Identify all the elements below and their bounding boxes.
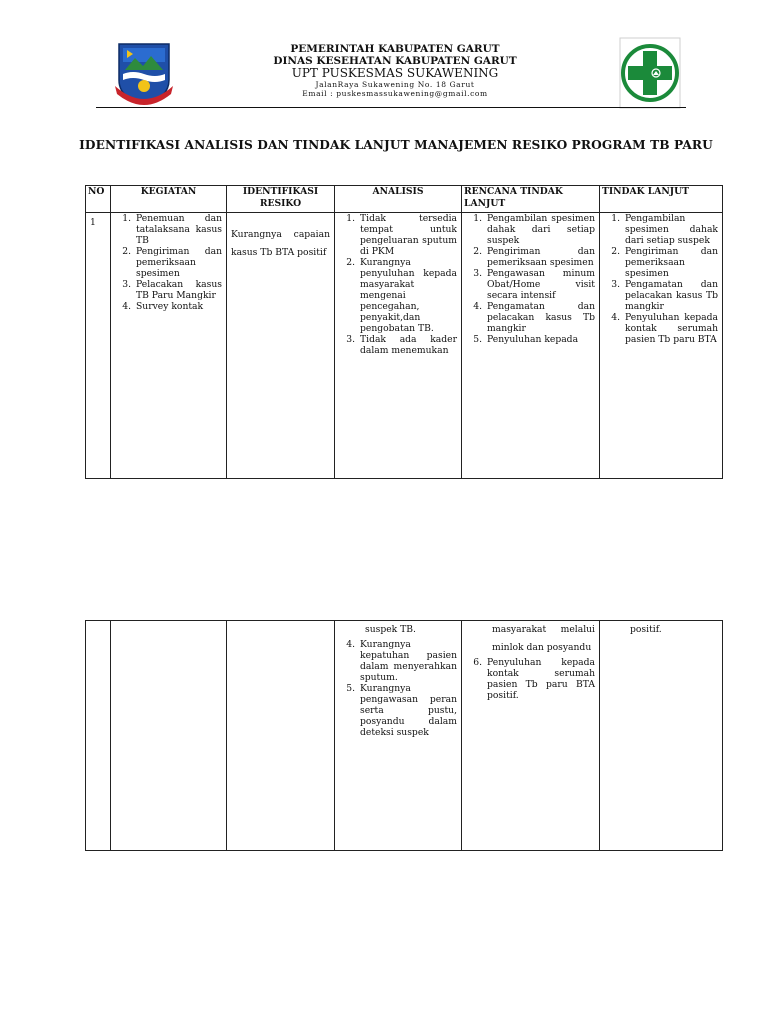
list-item-text: Pengambilan spesimen dahak dari setiap suspek [625,213,718,246]
list-item-text: Pengiriman dan pemeriksaan spesimen [136,246,222,279]
list-item-number: 4. [122,301,131,312]
list-item-number: 1. [346,213,355,224]
list-item-text: Pengawasan minum Obat/Home visit secara intensif [487,268,595,301]
table-header-row [86,186,723,213]
list-item [335,683,457,738]
letterhead-line-1: PEMERINTAH KABUPATEN GARUT [290,43,500,55]
table-row [86,213,723,479]
analisis-list-cont [335,639,461,738]
list-item-number: 3. [611,279,620,290]
list-item-text: Kurangnya penyuluhan kepada masyarakat mengenai pencegahan, penyakit,dan pengobatan TB. [360,257,457,334]
list-item [335,334,457,356]
list-item [111,279,222,301]
list-item-text: Penemuan dan tatalaksana kasus TB [136,213,222,246]
list-item-number: 4. [473,301,482,312]
list-item-text: Tidak ada kader dalam menemukan [360,334,457,356]
letterhead-email: Email : puskesmassukawening@gmail.com [302,88,488,98]
rencana-continuation: masyarakat melalui minlok dan posyandu [492,624,595,653]
list-item [600,312,718,345]
list-item-text: Pengamatan dan pelacakan kasus Tb mangkir [625,279,718,312]
list-item-text: Kurangnya kepatuhan pasien dalam menyerahkan sputum. [360,638,457,683]
list-item-text: Pengambilan spesimen dahak dari setiap suspek [487,213,595,246]
list-item-number: 2. [473,246,482,257]
tindak-lanjut-list [600,213,722,345]
list-item-text: Penyuluhan kepada kontak serumah pasien Tb paru BTA positif. [487,656,595,701]
list-item-number: 5. [473,334,482,345]
puskesmas-logo [619,37,681,109]
list-item-number: 3. [122,279,131,290]
list-item [335,639,457,683]
list-item-number: 4. [611,312,620,323]
letterhead-divider [96,107,686,108]
header-analisis: ANALISIS [335,186,462,213]
list-item [462,246,595,268]
list-item [335,257,457,334]
list-item-number: 1. [611,213,620,224]
list-item-number: 1. [122,213,131,224]
kegiatan-list [111,213,226,312]
list-item-text: Pengamatan dan pelacakan kasus Tb mangkir [487,301,595,334]
list-item [111,301,222,312]
list-item [462,301,595,334]
table-row [86,621,723,851]
list-item-text: Pengiriman dan pemeriksaan spesimen [625,246,718,279]
header-no: NO [86,186,111,213]
header-identifikasi: IDENTIFIKASI RESIKO [227,186,335,213]
analisis-list [335,213,461,356]
letterhead [200,43,590,98]
letterhead-line-2: DINAS KESEHATAN KABUPATEN GARUT [273,55,517,68]
tindak-lanjut-continuation: positif. [630,624,662,635]
list-item [600,213,718,246]
list-item [600,279,718,312]
rencana-list [462,213,599,345]
list-item-text: Kurangnya pengawasan peran serta pustu, posyandu dalam deteksi suspek [360,682,457,738]
list-item-number: 2. [611,246,620,257]
risk-table-part-1 [85,185,723,479]
list-item-number: 2. [346,257,355,268]
list-item [462,657,595,701]
list-item [600,246,718,279]
list-item-text: Pelacakan kasus TB Paru Mangkir [136,279,222,301]
header-tindak-lanjut: TINDAK LANJUT [600,186,723,213]
letterhead-address: JalanRaya Sukawening No. 18 Garut [315,79,475,89]
list-item-number: 2. [122,246,131,257]
header-rencana: RENCANA TINDAK LANJUT [462,186,600,213]
risk-table-part-2 [85,620,723,851]
list-item-text: Pengiriman dan pemeriksaan spesimen [487,246,595,268]
rencana-list-cont [462,657,599,701]
garut-emblem-logo [113,40,175,106]
list-item-text: Penyuluhan kepada [487,334,579,345]
list-item-number: 6. [473,656,482,668]
list-item [111,246,222,279]
identifikasi-text: Kurangnya capaian kasus Tb BTA positif [231,229,330,258]
list-item-number: 4. [346,638,355,650]
header-kegiatan: KEGIATAN [111,186,227,213]
letterhead-line-3: UPT PUSKESMAS SUKAWENING [291,66,499,81]
list-item-number: 3. [346,334,355,345]
list-item-number: 3. [473,268,482,279]
list-item-number: 1. [473,213,482,224]
analisis-continuation: suspek TB. [365,624,416,635]
list-item-text: Survey kontak [136,301,204,312]
row-number: 1 [90,217,96,228]
list-item [462,334,595,345]
list-item [462,268,595,301]
list-item-text: Penyuluhan kepada kontak serumah pasien Tb paru BTA [625,312,718,345]
list-item [111,213,222,246]
list-item [462,213,595,246]
list-item-text: Tidak tersedia tempat untuk pengeluaran sputum di PKM [360,213,457,257]
list-item [335,213,457,257]
list-item-number: 5. [346,682,355,694]
document-title: IDENTIFIKASI ANALISIS DAN TINDAK LANJUT MANAJEMEN RESIKO PROGRAM TB PARU [79,138,713,152]
